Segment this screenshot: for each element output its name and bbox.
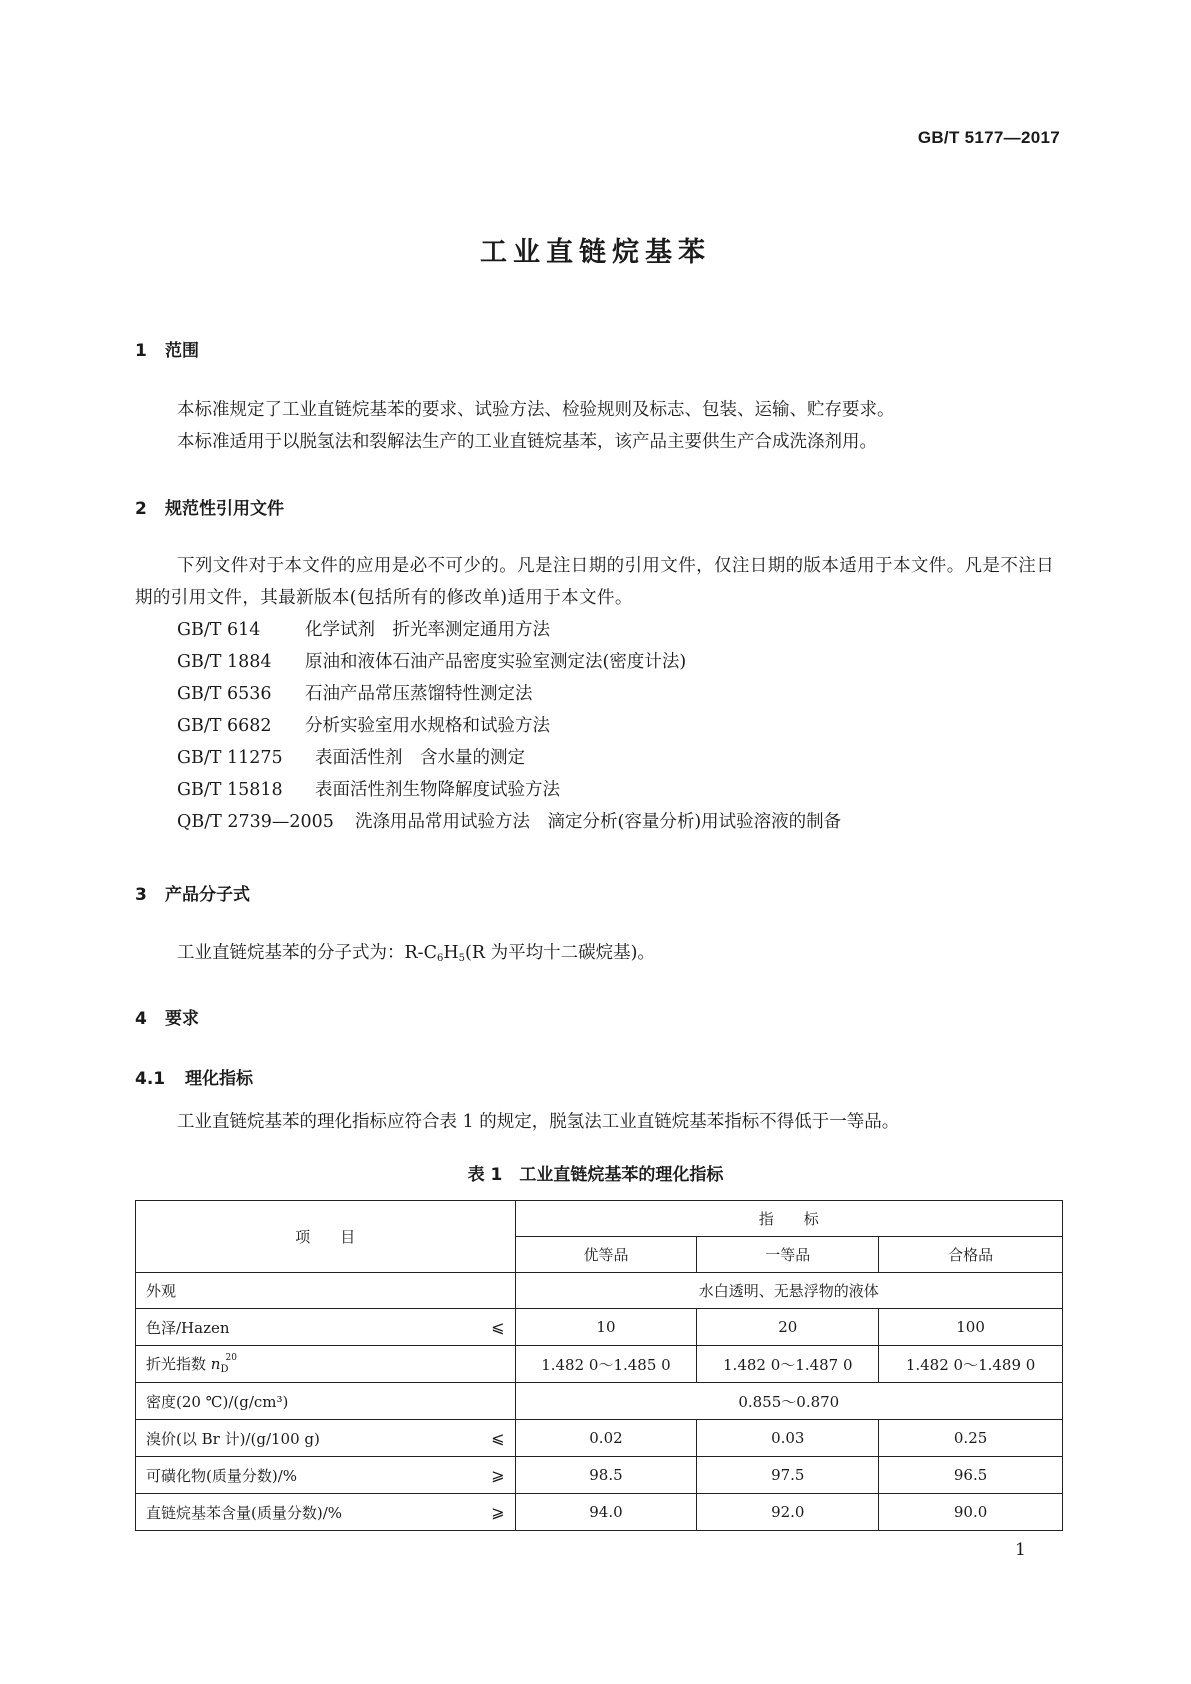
reference-item bbox=[177, 646, 841, 678]
row-label: 折光指数 bbox=[146, 1355, 211, 1373]
table-row bbox=[136, 1383, 1063, 1420]
reference-title: 洗涤用品常用试验方法 滴定分析(容量分析)用试验溶液的制备 bbox=[355, 812, 842, 832]
row-label-cell bbox=[136, 1346, 516, 1383]
molecular-formula-para bbox=[177, 937, 655, 975]
row-value: 90.0 bbox=[879, 1494, 1063, 1531]
section-4-1-para: 工业直链烷基苯的理化指标应符合表 1 的规定，脱氢法工业直链烷基苯指标不得低于一等品。 bbox=[177, 1112, 900, 1132]
reference-code: GB/T 6682 bbox=[177, 716, 272, 736]
section-3-heading bbox=[135, 880, 250, 905]
reference-item bbox=[177, 710, 841, 742]
section-number: 3 bbox=[135, 885, 147, 905]
reference-code: GB/T 1884 bbox=[177, 652, 272, 672]
grade-premium: 优等品 bbox=[515, 1237, 697, 1273]
standard-code: GB/T 5177—2017 bbox=[917, 128, 1060, 147]
row-label: 外观 bbox=[136, 1273, 516, 1309]
reference-code: GB/T 6536 bbox=[177, 684, 272, 704]
row-value: 0.25 bbox=[879, 1420, 1063, 1457]
row-label: 直链烷基苯含量(质量分数)/% bbox=[146, 1503, 343, 1522]
row-value: 20 bbox=[697, 1309, 879, 1346]
section-4-1-heading bbox=[135, 1064, 253, 1089]
section-1-para-2: 本标准适用于以脱氢法和裂解法生产的工业直链烷基苯，该产品主要供生产合成洗涤剂用。 bbox=[177, 432, 877, 452]
section-1-para-1: 本标准规定了工业直链烷基苯的要求、试验方法、检验规则及标志、包装、运输、贮存要求。 bbox=[177, 400, 895, 420]
row-value: 10 bbox=[515, 1309, 697, 1346]
reference-code: GB/T 614 bbox=[177, 620, 261, 640]
reference-list bbox=[177, 614, 841, 838]
reference-item bbox=[177, 774, 841, 806]
section-number: 4 bbox=[135, 1009, 147, 1029]
row-value: 92.0 bbox=[697, 1494, 879, 1531]
row-value: 94.0 bbox=[515, 1494, 697, 1531]
refractive-symbol: n bbox=[210, 1355, 221, 1373]
reference-code: GB/T 15818 bbox=[177, 780, 283, 800]
row-value: 98.5 bbox=[515, 1457, 697, 1494]
section-title: 范围 bbox=[165, 341, 199, 361]
formula-subscript-c: 6 bbox=[436, 953, 444, 964]
section-title: 规范性引用文件 bbox=[165, 499, 284, 519]
refractive-subscript: D bbox=[220, 1364, 229, 1375]
reference-code: GB/T 11275 bbox=[177, 748, 283, 768]
reference-item bbox=[177, 678, 841, 710]
document-title: 工业直链烷基苯 bbox=[480, 237, 711, 268]
row-label-cell bbox=[136, 1309, 516, 1346]
grade-qualified: 合格品 bbox=[879, 1237, 1063, 1273]
row-value: 0.03 bbox=[697, 1420, 879, 1457]
section-title: 要求 bbox=[165, 1009, 199, 1029]
page-number: 1 bbox=[1015, 1540, 1026, 1560]
section-4-heading bbox=[135, 1004, 199, 1029]
row-value: 1.482 0～1.487 0 bbox=[697, 1346, 879, 1383]
row-value: 97.5 bbox=[697, 1457, 879, 1494]
row-label: 可磺化物(质量分数)/% bbox=[146, 1466, 298, 1485]
row-value: 96.5 bbox=[879, 1457, 1063, 1494]
table-header-row bbox=[136, 1201, 1063, 1237]
greater-equal-icon: ⩾ bbox=[491, 1465, 505, 1485]
row-label: 色泽/Hazen bbox=[146, 1318, 230, 1337]
row-value: 0.02 bbox=[515, 1420, 697, 1457]
table-row bbox=[136, 1420, 1063, 1457]
row-value: 水白透明、无悬浮物的液体 bbox=[515, 1273, 1062, 1309]
section-2-intro: 下列文件对于本文件的应用是必不可少的。凡是注日期的引用文件，仅注日期的版本适用于本文件。凡是不注日期的引用文件，其最新版本(包括所有的修改单)适用于本文件。 bbox=[135, 556, 1055, 608]
row-label: 密度(20 ℃)/(g/cm³) bbox=[136, 1383, 516, 1420]
section-number: 1 bbox=[135, 341, 147, 361]
less-equal-icon: ⩽ bbox=[491, 1428, 505, 1448]
row-label-cell bbox=[136, 1457, 516, 1494]
reference-item bbox=[177, 806, 841, 838]
row-label-cell bbox=[136, 1494, 516, 1531]
reference-code: QB/T 2739—2005 bbox=[177, 812, 334, 832]
row-value: 0.855～0.870 bbox=[515, 1383, 1062, 1420]
reference-title: 表面活性剂生物降解度试验方法 bbox=[315, 780, 560, 800]
grade-first: 一等品 bbox=[697, 1237, 879, 1273]
refractive-superscript: 20 bbox=[225, 1353, 237, 1363]
header-index-cell: 指 标 bbox=[515, 1201, 1062, 1237]
table-row bbox=[136, 1494, 1063, 1531]
row-label-cell bbox=[136, 1420, 516, 1457]
section-number: 2 bbox=[135, 499, 147, 519]
header-item-cell: 项 目 bbox=[136, 1201, 516, 1273]
table-row bbox=[136, 1457, 1063, 1494]
reference-title: 分析实验室用水规格和试验方法 bbox=[305, 716, 550, 736]
row-label: 溴价(以 Br 计)/(g/100 g) bbox=[146, 1429, 320, 1448]
reference-title: 原油和液体石油产品密度实验室测定法(密度计法) bbox=[305, 652, 687, 672]
table-row bbox=[136, 1346, 1063, 1383]
section-number: 4.1 bbox=[135, 1069, 166, 1089]
reference-title: 化学试剂 折光率测定通用方法 bbox=[305, 620, 550, 640]
greater-equal-icon: ⩾ bbox=[491, 1502, 505, 1522]
formula-h: H bbox=[443, 943, 459, 963]
row-value: 100 bbox=[879, 1309, 1063, 1346]
table-caption: 表 1 工业直链烷基苯的理化指标 bbox=[467, 1165, 724, 1185]
section-title: 产品分子式 bbox=[165, 885, 250, 905]
formula-prefix: 工业直链烷基苯的分子式为：R-C bbox=[177, 943, 437, 963]
reference-item bbox=[177, 742, 841, 774]
row-value: 1.482 0～1.489 0 bbox=[879, 1346, 1063, 1383]
row-value: 1.482 0～1.485 0 bbox=[515, 1346, 697, 1383]
formula-subscript-h: 5 bbox=[458, 953, 465, 964]
spec-table bbox=[135, 1200, 1063, 1531]
less-equal-icon: ⩽ bbox=[491, 1317, 505, 1337]
section-1-heading bbox=[135, 336, 199, 361]
reference-title: 石油产品常压蒸馏特性测定法 bbox=[305, 684, 533, 704]
formula-suffix: (R 为平均十二碳烷基)。 bbox=[465, 943, 655, 963]
table-row bbox=[136, 1309, 1063, 1346]
section-title: 理化指标 bbox=[185, 1069, 253, 1089]
reference-item bbox=[177, 614, 841, 646]
reference-title: 表面活性剂 含水量的测定 bbox=[315, 748, 525, 768]
section-2-heading bbox=[135, 494, 284, 519]
table-row bbox=[136, 1273, 1063, 1309]
